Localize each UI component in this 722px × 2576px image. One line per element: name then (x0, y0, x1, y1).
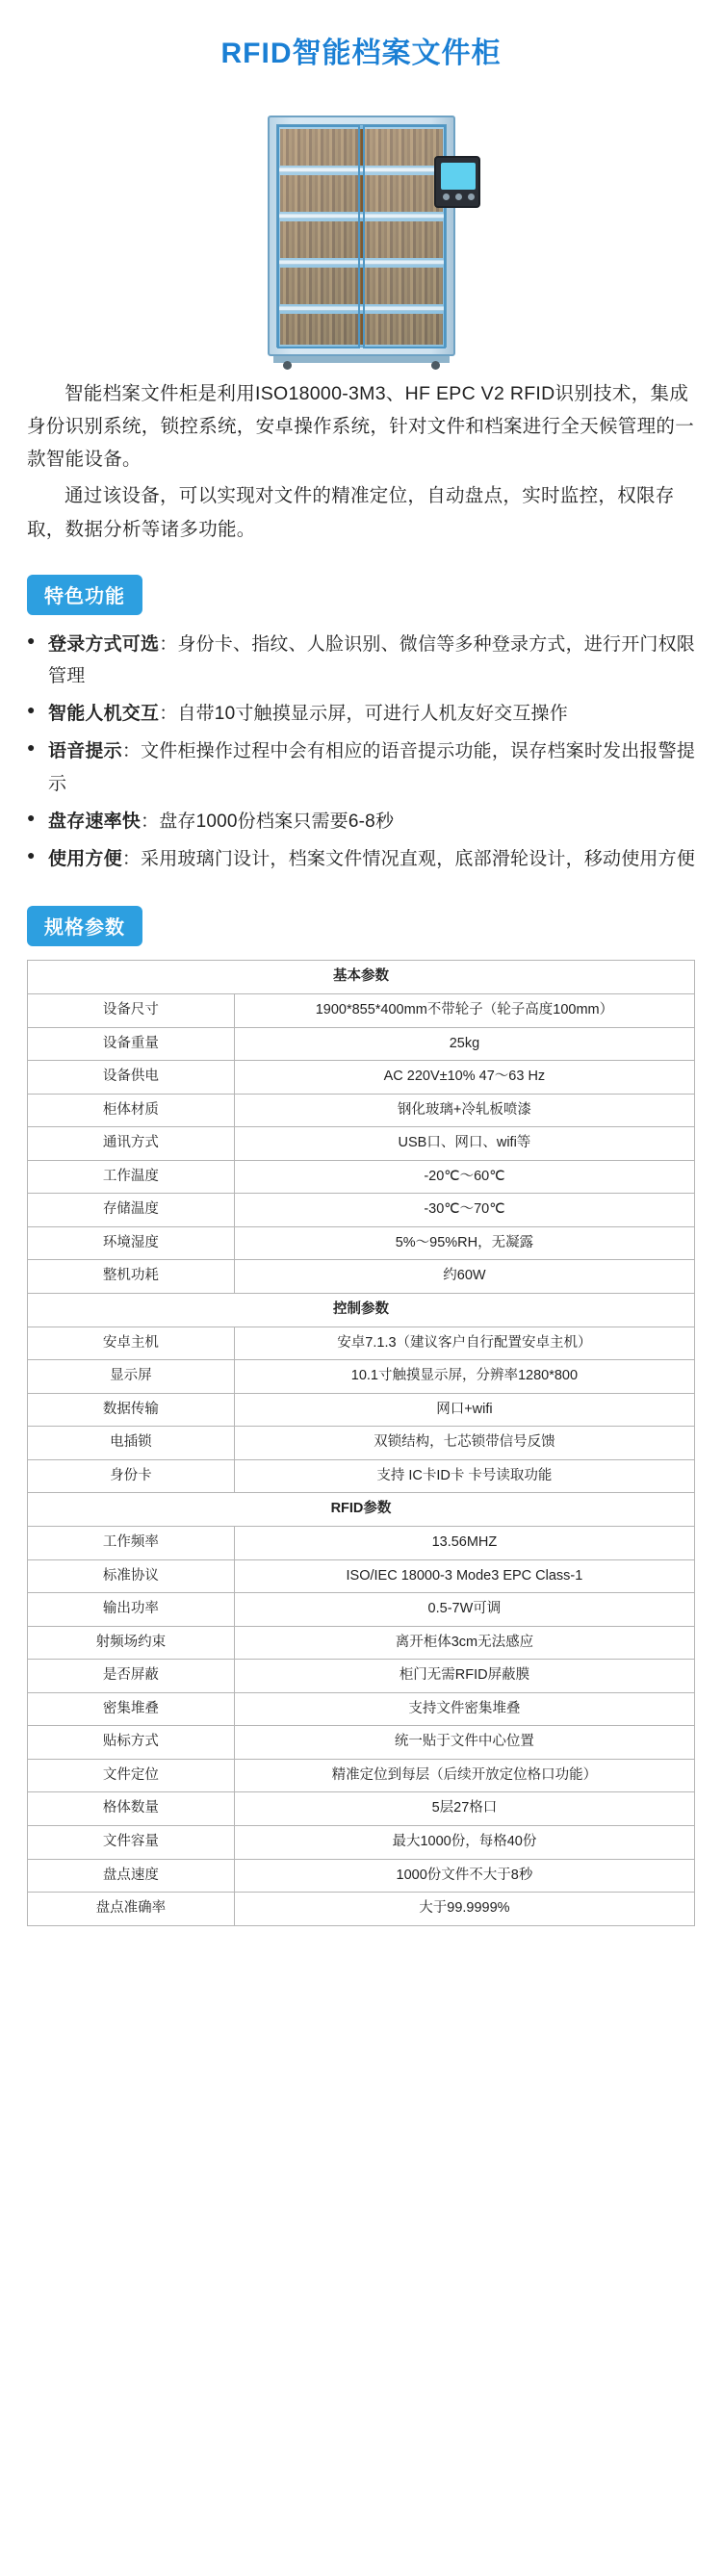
spec-value: 支持 IC卡ID卡 卡号读取功能 (234, 1459, 694, 1493)
table-row (28, 1226, 695, 1260)
spec-label: 盘点准确率 (28, 1893, 235, 1926)
spec-label: 安卓主机 (28, 1327, 235, 1360)
spec-value: 1000份文件不大于8秒 (234, 1859, 694, 1893)
table-row (28, 1792, 695, 1826)
feature-text: ：文件柜操作过程中会有相应的语音提示功能，误存档案时发出报警提示 (48, 741, 696, 794)
spec-label: 设备尺寸 (28, 993, 235, 1027)
spec-label: 格体数量 (28, 1792, 235, 1826)
section-header-features: 特色功能 (27, 575, 142, 615)
spec-group-title: RFID参数 (28, 1493, 695, 1527)
spec-label: 射频场约束 (28, 1626, 235, 1660)
cabinet-base (273, 356, 450, 363)
spec-value: 10.1寸触摸显示屏，分辨率1280*800 (234, 1360, 694, 1394)
spec-label: 输出功率 (28, 1593, 235, 1627)
table-row (28, 1260, 695, 1294)
spec-label: 工作频率 (28, 1526, 235, 1559)
spec-value: -30℃～70℃ (234, 1194, 694, 1227)
feature-text: ：自带10寸触摸显示屏，可进行人机友好交互操作 (159, 704, 568, 725)
table-row (28, 1127, 695, 1161)
spec-value: AC 220V±10% 47～63 Hz (234, 1061, 694, 1095)
spec-value: 5%～95%RH，无凝露 (234, 1226, 694, 1260)
table-row (28, 1094, 695, 1127)
spec-label: 存储温度 (28, 1194, 235, 1227)
table-row (28, 1027, 695, 1061)
touch-display-icon (441, 163, 476, 190)
spec-label: 工作温度 (28, 1160, 235, 1194)
product-image (27, 89, 695, 368)
feature-name: 使用方便 (48, 849, 122, 870)
table-row (28, 1593, 695, 1627)
spec-value: 0.5-7W可调 (234, 1593, 694, 1627)
spec-label: 设备重量 (28, 1027, 235, 1061)
table-row (28, 1726, 695, 1760)
list-item (27, 629, 695, 693)
spec-label: 盘点速度 (28, 1859, 235, 1893)
spec-label: 标准协议 (28, 1559, 235, 1593)
spec-value: 统一贴于文件中心位置 (234, 1726, 694, 1760)
intro-paragraph-1: 智能档案文件柜是利用ISO18000-3M3、HF EPC V2 RFID识别技术，集成身份识别系统，锁控系统，安卓操作系统，针对文件和档案进行全天候管理的一款智能设备。 (27, 383, 695, 471)
feature-list (27, 629, 695, 876)
spec-value: 柜门无需RFID屏蔽膜 (234, 1660, 694, 1693)
table-row (28, 1893, 695, 1926)
spec-value: 1900*855*400mm不带轮子（轮子高度100mm） (234, 993, 694, 1027)
spec-label: 环境湿度 (28, 1226, 235, 1260)
table-row (28, 1660, 695, 1693)
spec-group-title: 控制参数 (28, 1294, 695, 1327)
spec-table (27, 960, 695, 1925)
table-row (28, 1692, 695, 1726)
spec-label: 文件容量 (28, 1826, 235, 1860)
list-item (27, 806, 695, 837)
spec-label: 柜体材质 (28, 1094, 235, 1127)
spec-value: USB口、网口、wifi等 (234, 1127, 694, 1161)
spec-value: 精准定位到每层（后续开放定位格口功能） (234, 1759, 694, 1792)
table-row (28, 993, 695, 1027)
spec-value: 25kg (234, 1027, 694, 1061)
spec-value: 双锁结构，七芯锁带信号反馈 (234, 1427, 694, 1460)
spec-value: -20℃～60℃ (234, 1160, 694, 1194)
cabinet-illustration (268, 116, 455, 368)
list-item (27, 735, 695, 800)
cabinet-door-left (277, 125, 360, 348)
spec-label: 贴标方式 (28, 1726, 235, 1760)
feature-name: 登录方式可选 (48, 633, 160, 655)
table-row (28, 1626, 695, 1660)
page-title: RFID智能档案文件柜 (220, 38, 502, 69)
table-row (28, 1194, 695, 1227)
spec-label: 通讯方式 (28, 1127, 235, 1161)
caster-wheel-icon (431, 361, 440, 370)
list-item (27, 698, 695, 730)
table-row (28, 1160, 695, 1194)
cabinet-interior (276, 124, 447, 348)
table-row (28, 1327, 695, 1360)
spec-label: 电插锁 (28, 1427, 235, 1460)
table-row (28, 1459, 695, 1493)
spec-group-header (28, 961, 695, 994)
panel-button-icon (455, 193, 462, 200)
spec-value: 约60W (234, 1260, 694, 1294)
feature-name: 语音提示 (48, 741, 122, 762)
spec-label: 显示屏 (28, 1360, 235, 1394)
list-item (27, 843, 695, 875)
spec-value: 支持文件密集堆叠 (234, 1692, 694, 1726)
spec-label: 整机功耗 (28, 1260, 235, 1294)
spec-value: 安卓7.1.3（建议客户自行配置安卓主机） (234, 1327, 694, 1360)
spec-label: 文件定位 (28, 1759, 235, 1792)
spec-label: 是否屏蔽 (28, 1660, 235, 1693)
panel-button-icon (468, 193, 475, 200)
spec-value: 大于99.9999% (234, 1893, 694, 1926)
intro-paragraph-2: 通过该设备，可以实现对文件的精准定位，自动盘点，实时监控，权限存取，数据分析等诸多功能。 (27, 485, 675, 540)
section-header-specs: 规格参数 (27, 906, 142, 946)
control-panel (434, 156, 480, 208)
spec-value: 最大1000份，每格40份 (234, 1826, 694, 1860)
panel-button-icon (443, 193, 450, 200)
spec-value: 离开柜体3cm无法感应 (234, 1626, 694, 1660)
feature-name: 智能人机交互 (48, 704, 160, 725)
feature-text: ：身份卡、指纹、人脸识别、微信等多种登录方式，进行开门权限管理 (48, 633, 696, 686)
spec-label: 设备供电 (28, 1061, 235, 1095)
table-row (28, 1559, 695, 1593)
spec-value: 网口+wifi (234, 1393, 694, 1427)
spec-label: 数据传输 (28, 1393, 235, 1427)
spec-label: 密集堆叠 (28, 1692, 235, 1726)
feature-text: ：盘存1000份档案只需要6-8秒 (141, 811, 395, 832)
spec-group-header (28, 1294, 695, 1327)
table-row (28, 1826, 695, 1860)
cabinet-door-right (363, 125, 446, 348)
feature-text: ：采用玻璃门设计，档案文件情况直观，底部滑轮设计，移动使用方便 (121, 849, 696, 870)
table-row (28, 1393, 695, 1427)
feature-name: 盘存速率快 (48, 811, 142, 832)
caster-wheel-icon (283, 361, 292, 370)
table-row (28, 1526, 695, 1559)
spec-label: 身份卡 (28, 1459, 235, 1493)
spec-value: 13.56MHZ (234, 1526, 694, 1559)
spec-value: 5层27格口 (234, 1792, 694, 1826)
spec-value: ISO/IEC 18000-3 Mode3 EPC Class-1 (234, 1559, 694, 1593)
spec-group-header (28, 1493, 695, 1527)
spec-group-title: 基本参数 (28, 961, 695, 994)
table-row (28, 1759, 695, 1792)
table-row (28, 1859, 695, 1893)
table-row (28, 1427, 695, 1460)
spec-value: 钢化玻璃+冷轧板喷漆 (234, 1094, 694, 1127)
table-row (28, 1061, 695, 1095)
table-row (28, 1360, 695, 1394)
